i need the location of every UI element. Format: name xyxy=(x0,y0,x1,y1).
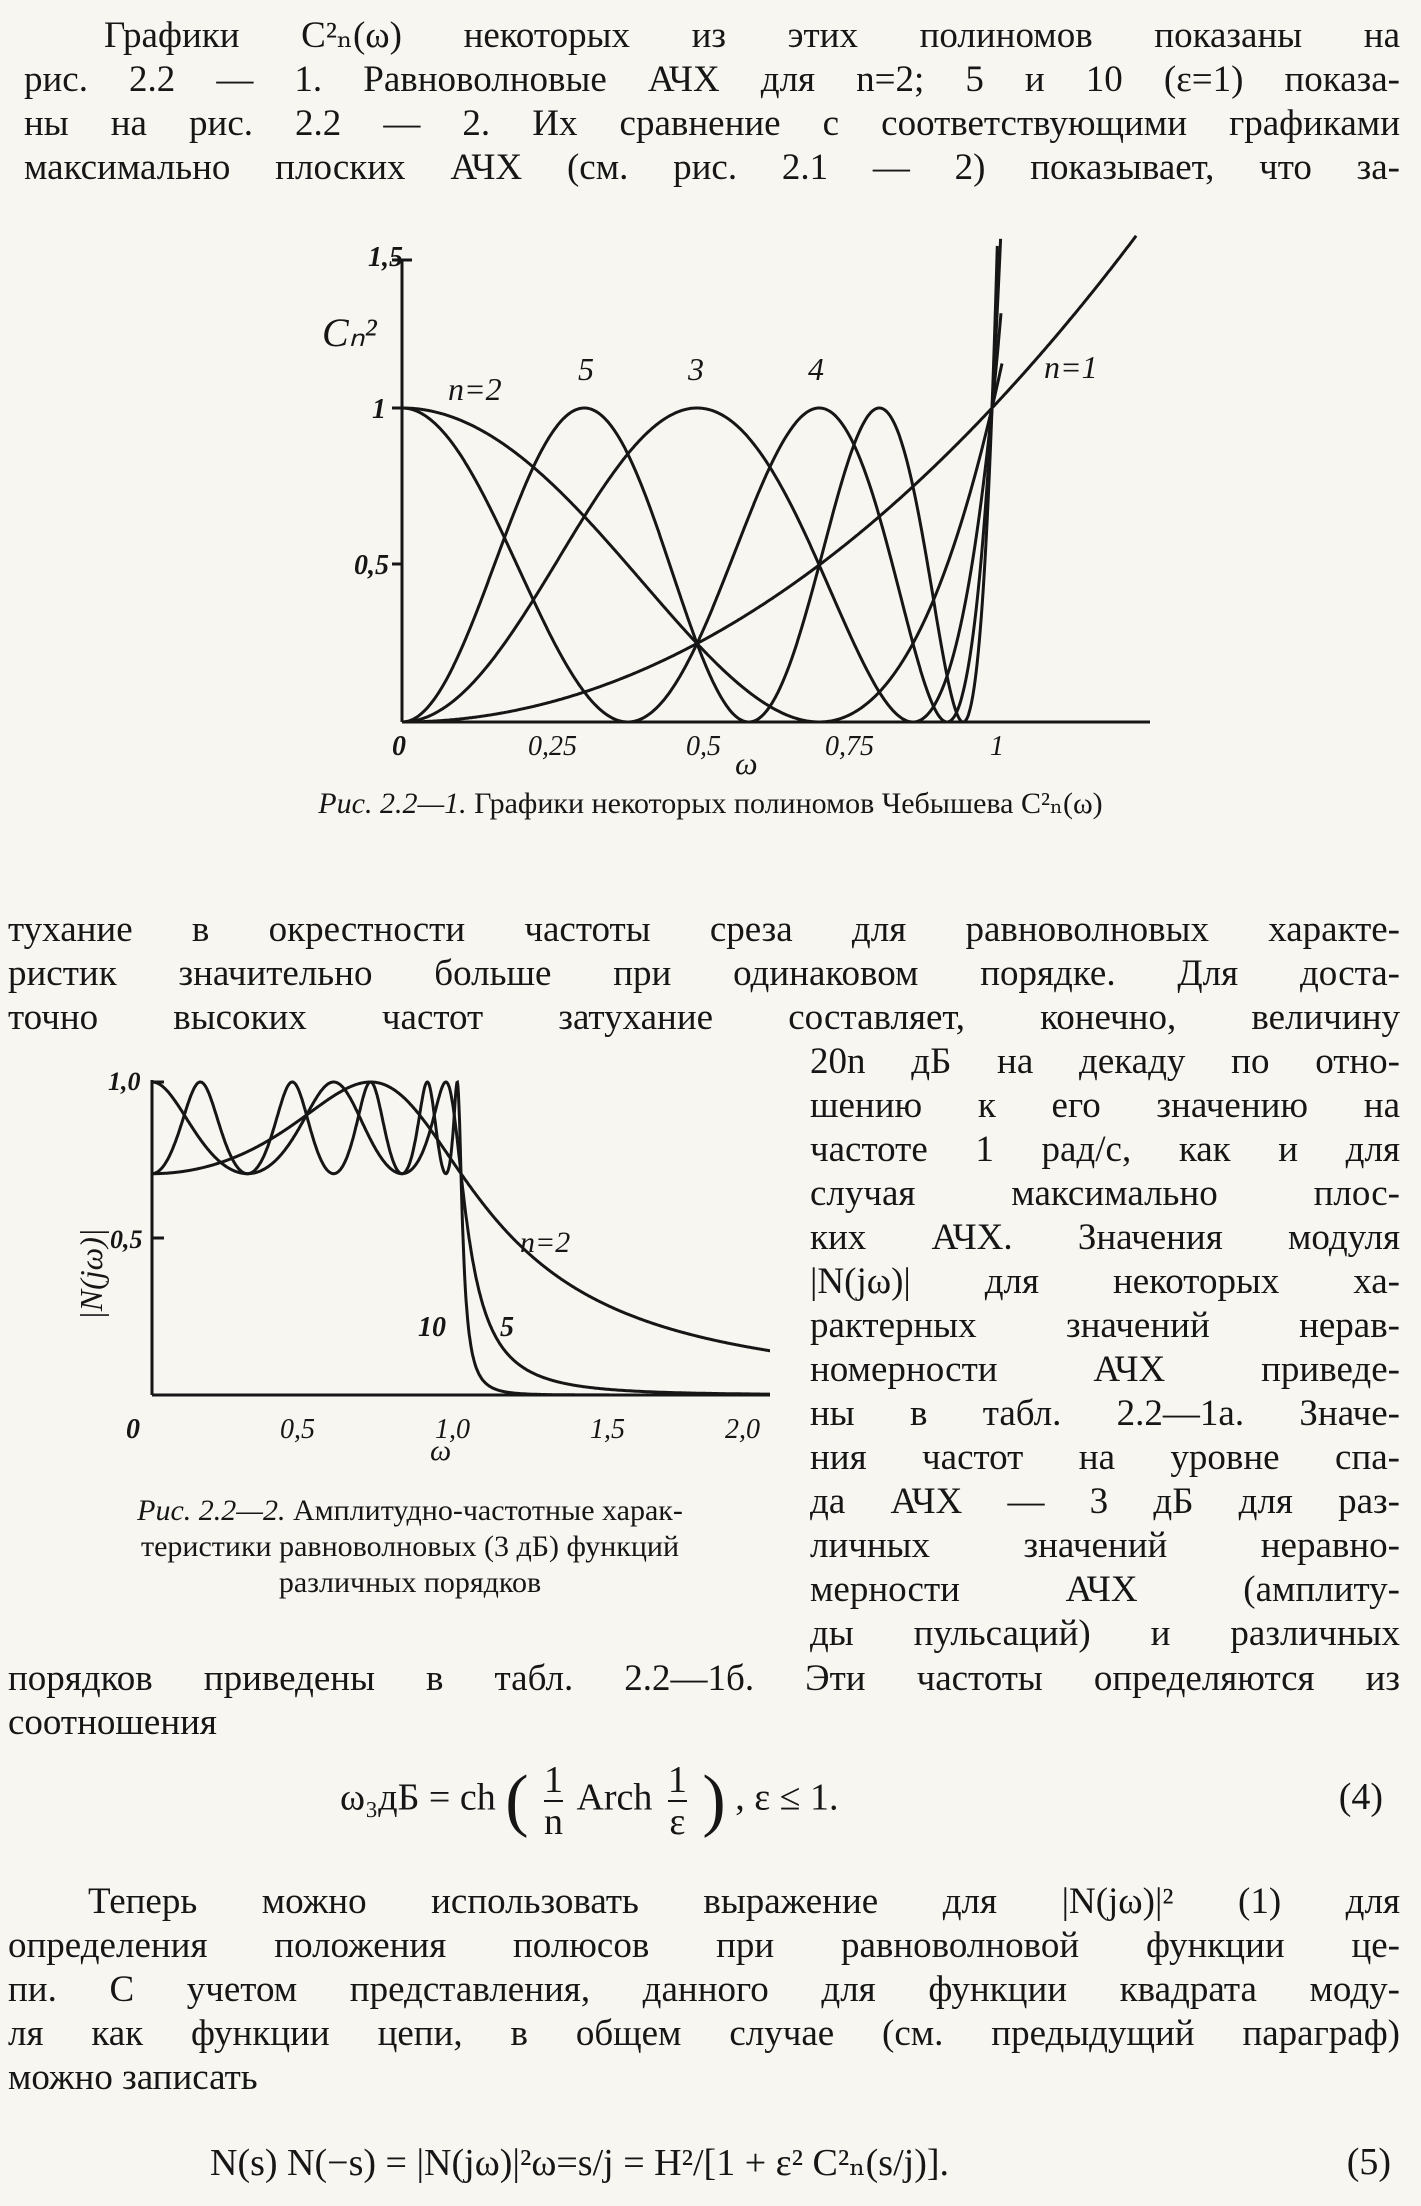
fig1-xtick-label: 0 xyxy=(392,731,406,762)
text-line: можно записать xyxy=(8,2057,258,2098)
text-line: максимально плоских АЧХ (см. рис. 2.1 — 2) показывает, что за- xyxy=(24,147,1400,188)
fig2-ytick-label: 0,5 xyxy=(110,1225,143,1254)
fig1-xlabel: ω xyxy=(735,745,758,781)
text-line: мерности АЧХ (амплиту- xyxy=(810,1569,1400,1610)
eq4-lhs: ω₃дБ = ch xyxy=(340,1776,496,1819)
eq4-paren-open: ( xyxy=(505,1762,529,1839)
fig2-curve-label-10: 10 xyxy=(418,1312,446,1343)
fig1-ylabel: Cₙ² xyxy=(322,310,377,355)
equation-4-number: (4) xyxy=(1338,1776,1383,1818)
text-line: соотношения xyxy=(8,1702,217,1743)
text-line: ля как функции цепи, в общем случае (см. предыдущий параграф) xyxy=(8,2013,1400,2054)
text-line: ристик значительно больше при одинаковом порядке. Для доста- xyxy=(8,953,1400,994)
fig2-xtick-label: 0,5 xyxy=(280,1414,315,1445)
fig1-axes xyxy=(392,260,1150,722)
paragraph-frequency-relation xyxy=(8,1657,1400,1745)
fig1-ytick-label: 1 xyxy=(372,394,386,425)
eq4-fraction-1 xyxy=(544,1760,563,1842)
text-line: 20n дБ на декаду по отно- xyxy=(810,1041,1400,1082)
fig1-curve-label-4: 4 xyxy=(808,351,824,387)
fig2-ytick-label: 1,0 xyxy=(108,1067,141,1096)
eq4-frac1-num: 1 xyxy=(544,1759,564,1801)
text-line: номерности АЧХ приведе- xyxy=(810,1349,1400,1390)
fig1-curve-n1 xyxy=(402,236,1136,722)
eq4-rhs: , ε ≤ 1. xyxy=(735,1776,839,1819)
eq4-fraction-2 xyxy=(668,1760,687,1842)
fig2-curves xyxy=(152,1082,770,1395)
fig1-curve-label-3: 3 xyxy=(688,351,704,387)
text-line: ны в табл. 2.2—1а. Значе- xyxy=(810,1393,1400,1434)
text-line: Графики C²ₙ(ω) некоторых из этих полиномов показаны на xyxy=(104,15,1400,56)
fig1-curve-label-5: 5 xyxy=(578,351,594,387)
text-line: шению к его значению на xyxy=(810,1085,1400,1126)
equation-5-number: (5) xyxy=(1346,2141,1391,2183)
fig1-curve-label-n1: n=1 xyxy=(1044,349,1098,385)
figure2-caption xyxy=(40,1493,780,1601)
figure1-caption xyxy=(0,786,1421,822)
fig1-xtick-label: 0,5 xyxy=(686,731,721,762)
eq4-mid: Arch xyxy=(576,1776,653,1819)
text-line: |N(jω)| для некоторых ха- xyxy=(810,1261,1400,1302)
paragraph-attenuation-column xyxy=(810,1040,1400,1656)
figure1-caption-prefix: Рис. 2.2—1. xyxy=(318,787,467,820)
fig1-xtick-label: 1 xyxy=(990,731,1004,762)
text-line: Теперь можно использовать выражение для |N(jω)|² (1) для xyxy=(88,1881,1400,1922)
text-line: порядков приведены в табл. 2.2—1б. Эти частоты определяются из xyxy=(8,1658,1400,1699)
fig1-curve-label-n2: n=2 xyxy=(448,371,502,407)
text-line: ды пульсаций) и различных xyxy=(810,1613,1400,1654)
fig2-xtick-label: 2,0 xyxy=(725,1414,760,1445)
equation-4 xyxy=(340,1760,839,1842)
fig2-xtick-label: 0 xyxy=(126,1414,140,1445)
figure-equiripple-response xyxy=(73,1060,780,1467)
paragraph-poles xyxy=(8,1880,1400,2100)
figure2-caption-line: Амплитудно-частотные харак- xyxy=(292,1494,683,1527)
fig1-xtick-label: 0,25 xyxy=(528,731,577,762)
fig1-xtick-label: 0,75 xyxy=(825,731,874,762)
text-line: личных значений неравно- xyxy=(810,1525,1400,1566)
paragraph-intro xyxy=(24,14,1400,190)
figure2-caption-line: различных порядков xyxy=(278,1566,542,1599)
eq4-frac2-den: ε xyxy=(669,1801,686,1843)
text-line: да АЧХ — 3 дБ для раз- xyxy=(810,1481,1400,1522)
fig2-xtick-label: 1,0 xyxy=(435,1414,470,1445)
fig1-curve-n2 xyxy=(402,364,1002,723)
text-line: пи. С учетом представления, данного для функции квадрата моду- xyxy=(8,1969,1400,2010)
text-line: ния частот на уровне спа- xyxy=(810,1437,1400,1478)
fig1-ytick-label: 1,5 xyxy=(368,242,403,273)
fig2-xtick-label: 1,5 xyxy=(590,1414,625,1445)
fig2-curve-label-5: 5 xyxy=(500,1312,514,1343)
fig2-curve-label-n2: n=2 xyxy=(520,1226,571,1259)
text-line: рис. 2.2 — 1. Равноволновые АЧХ для n=2; 5 и 10 (ε=1) показа- xyxy=(24,59,1400,100)
text-line: точно высоких частот затухание составляет, конечно, величину xyxy=(8,997,1400,1038)
figure2-caption-line: теристики равноволновых (3 дБ) функций xyxy=(141,1530,679,1563)
fig2-ylabel: |N(jω)| xyxy=(73,1228,109,1320)
fig2-curve-10 xyxy=(152,1082,770,1395)
figure2-caption-prefix: Рис. 2.2—2. xyxy=(137,1494,286,1527)
figure1-caption-text: Графики некоторых полиномов Чебышева C²ₙ(ω) xyxy=(474,787,1103,820)
text-line: ких АЧХ. Значения модуля xyxy=(810,1217,1400,1258)
text-line: частоте 1 рад/с, как и для xyxy=(810,1129,1400,1170)
eq4-frac2-num: 1 xyxy=(667,1759,687,1801)
eq4-frac1-den: n xyxy=(544,1801,564,1843)
paragraph-attenuation xyxy=(8,908,1400,1040)
text-line: определения положения полюсов при равноволновой функции це- xyxy=(8,1925,1400,1966)
text-line: тухание в окрестности частоты среза для равноволновых характе- xyxy=(8,909,1400,950)
fig2-xlabel: ω xyxy=(430,1434,452,1467)
text-line: рактерных значений нерав- xyxy=(810,1305,1400,1346)
text-line: случая максимально плос- xyxy=(810,1173,1400,1214)
fig1-ytick-label: 0,5 xyxy=(354,550,389,581)
figure-chebyshev-polynomials xyxy=(280,230,1180,780)
equation-5: N(s) N(−s) = |N(jω)|²ω=s/j = H²/[1 + ε² C²ₙ(s/j)]. xyxy=(210,2142,950,2184)
fig1-curves xyxy=(402,236,1136,722)
text-line: ны на рис. 2.2 — 2. Их сравнение с соответствующими графиками xyxy=(24,103,1400,144)
eq4-paren-close: ) xyxy=(702,1762,726,1839)
